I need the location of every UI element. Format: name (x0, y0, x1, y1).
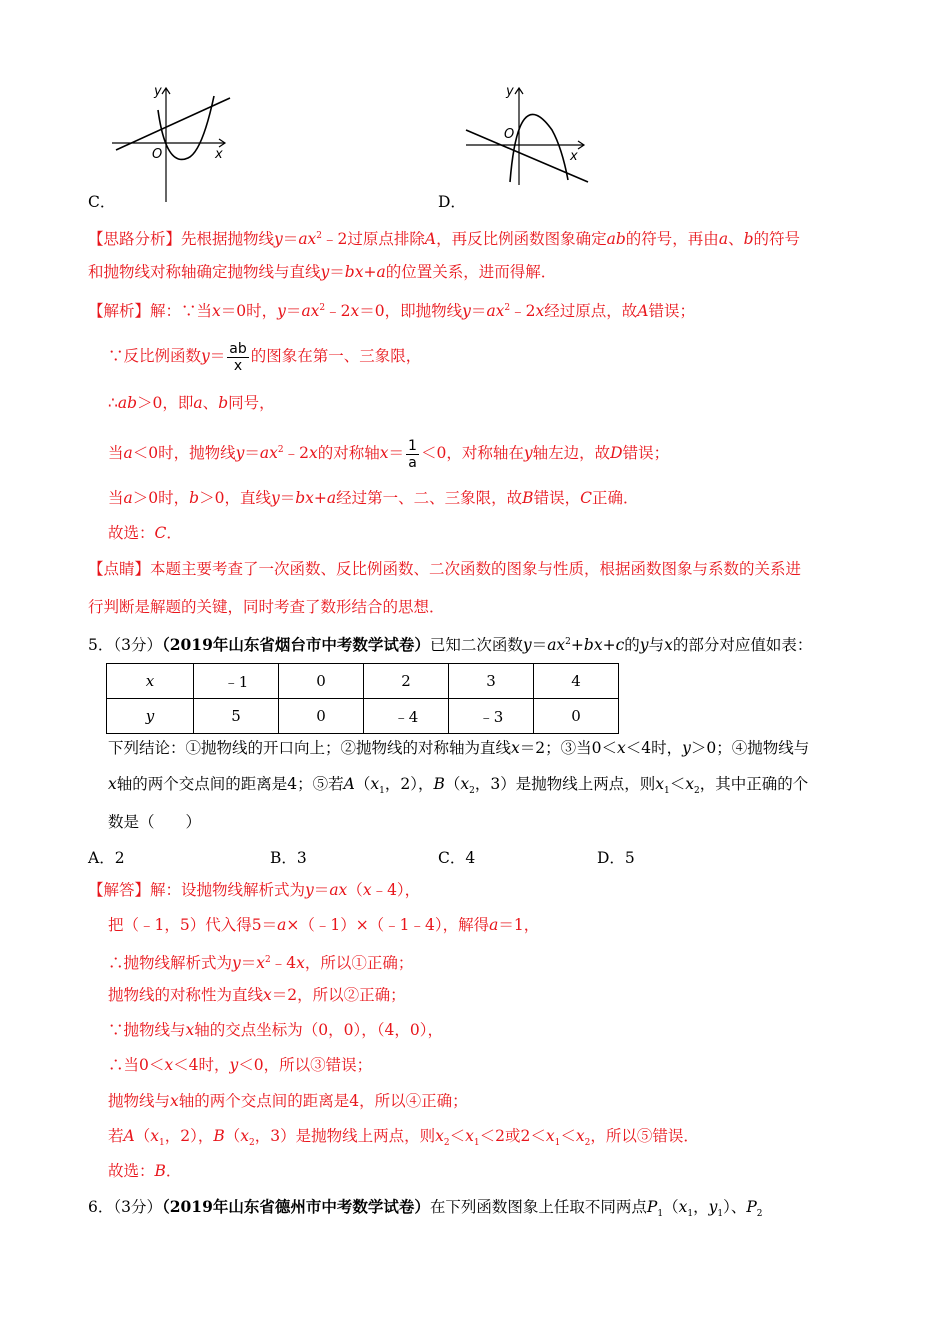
text: ＝ (329, 263, 345, 281)
text: x (575, 1127, 585, 1145)
choice-d[interactable]: D．5 (597, 849, 635, 867)
analysis-line-2 (88, 262, 556, 282)
text: 先根据抛物线 (181, 230, 275, 249)
analysis-tag: 【思路分析】 (88, 230, 182, 249)
text: 故选： (108, 524, 155, 542)
text: A (424, 230, 437, 249)
text: x (362, 881, 372, 899)
graph-option-c (108, 80, 238, 205)
answer-line-3 (108, 950, 413, 973)
text: 下列结论：①抛物线的开口向上；②抛物线的对称轴为直线 (108, 739, 512, 757)
text: ax (329, 881, 348, 899)
text: ＝0时， (220, 302, 278, 321)
answer-final (108, 1161, 181, 1181)
text: x (256, 954, 266, 973)
table-cell: 0 (279, 664, 364, 699)
text: ∵抛物线与 (108, 1021, 186, 1039)
y-axis-label: y (506, 84, 514, 99)
comment-tag: 【点睛】 (88, 560, 151, 578)
origin-label: O (504, 127, 515, 142)
text: ． (165, 1162, 182, 1180)
text: a (193, 394, 203, 412)
text: ＝ (240, 954, 257, 973)
text: ＞0；④抛物线与 (690, 739, 810, 757)
text: ＝2，所以②正确； (271, 986, 406, 1004)
text: 1 (473, 1138, 480, 1149)
option-c-label: C． (88, 193, 116, 211)
text: ，2）， (164, 1127, 214, 1145)
text: ＜2或2＜ (479, 1127, 546, 1145)
text: ab (117, 394, 138, 412)
text: 1 (158, 1138, 165, 1149)
text: 若 (108, 1127, 124, 1145)
text: 抛物线与 (108, 1092, 171, 1110)
text: 错误； (622, 444, 670, 463)
numerator: ab (229, 340, 247, 357)
question-source: （2019年山东省德州市中考数学试卷） (161, 1197, 430, 1216)
text: a (489, 916, 499, 934)
text: B (433, 775, 445, 793)
text: ﹣2 (510, 302, 536, 321)
choice-a[interactable]: A．2 (88, 849, 125, 867)
text: x (263, 986, 272, 1004)
table-cell: 5 (194, 699, 279, 734)
text: 2 (584, 1138, 591, 1149)
text: ax (547, 636, 566, 655)
text: （ (134, 1127, 151, 1145)
answer-line-5 (108, 1020, 443, 1040)
table-cell: ﹣1 (194, 664, 279, 699)
text: ＞0，即 (137, 394, 194, 412)
conclusions-line-3: 数是（ ） (108, 813, 202, 831)
text: ax (298, 230, 317, 249)
text: ＝ (531, 636, 548, 655)
x-axis-label: x (215, 147, 223, 162)
text: + (602, 636, 616, 655)
text: 的符号 (753, 230, 801, 249)
text: 1 (554, 1138, 561, 1149)
text: a (123, 489, 133, 507)
text: x (164, 1056, 174, 1074)
text: 的对称轴 (317, 444, 380, 463)
text: ＝ (279, 489, 296, 507)
text: B (154, 1162, 166, 1180)
answer-line-1 (88, 880, 420, 900)
text: 2 (249, 1138, 255, 1149)
text: 1 (687, 1209, 694, 1220)
text: ＝2；③当0＜ (519, 739, 617, 757)
text: 错误； (648, 302, 696, 321)
text: 和抛物线对称轴确定抛物线与直线 (88, 263, 321, 281)
row-label: y (145, 707, 155, 725)
text: ＜ (560, 1127, 576, 1145)
solution-line-2 (108, 338, 421, 374)
text: 轴左边，故 (532, 444, 611, 463)
text: x (678, 1198, 688, 1216)
text: ＜4时， (625, 739, 683, 757)
text: y (639, 636, 649, 655)
text: （ (354, 775, 371, 793)
text: ． (166, 524, 182, 542)
text: 解：设抛物线解析式为 (150, 881, 306, 899)
text: B (213, 1127, 225, 1145)
table-cell: 3 (449, 664, 534, 699)
text: 在下列函数图象上任取不同两点 (429, 1198, 647, 1216)
text: ×（﹣1）×（﹣1﹣4），解得 (286, 916, 490, 934)
text: bx (583, 636, 603, 655)
text: 1 (717, 1209, 724, 1220)
text: 同号， (228, 394, 275, 412)
y-axis-label: y (154, 84, 162, 99)
text: D (610, 444, 623, 463)
table-cell: 0 (279, 699, 364, 734)
text: 2 (693, 786, 700, 797)
text: （ (224, 1127, 241, 1145)
text: ＝ (388, 444, 405, 463)
text: ＞0，直线 (199, 489, 271, 507)
text: 的符号，再由 (625, 230, 719, 249)
text: ∴当0＜ (108, 1056, 165, 1074)
text: y (305, 881, 314, 899)
text: 的图象在第一、三象限， (250, 347, 422, 365)
text: ＝ (209, 347, 226, 365)
text: ＝ (285, 302, 302, 321)
text: x (379, 444, 389, 463)
text: 已知二次函数 (429, 636, 523, 655)
text: b (743, 230, 754, 249)
text: ，3）是抛物线上两点，则 (254, 1127, 436, 1145)
denominator: x (233, 357, 243, 374)
text: b (189, 489, 200, 507)
answer-line-4 (108, 985, 406, 1005)
text: ＜0时，抛物线 (132, 444, 236, 463)
text: x (655, 775, 664, 793)
text: x (309, 444, 318, 463)
text: a (326, 489, 337, 507)
text: a (123, 444, 133, 463)
text: ＝ (282, 230, 299, 249)
table-cell: 2 (364, 664, 449, 699)
text: y (229, 1056, 239, 1074)
denominator: a (408, 454, 417, 471)
text: x (170, 1092, 179, 1110)
text: ∴抛物线解析式为 (108, 954, 233, 973)
text: x (296, 954, 305, 973)
text: ＝ (244, 444, 260, 463)
text: 抛物线的对称性为直线 (108, 986, 264, 1004)
text: x (617, 739, 626, 757)
text: x (185, 1021, 195, 1039)
text: y (270, 489, 280, 507)
text: ab (606, 230, 626, 249)
text: 2 (756, 1209, 763, 1220)
text: 1 (657, 1209, 664, 1220)
graph-option-d (462, 80, 592, 190)
text: （ (347, 881, 363, 899)
numerator: 1 (408, 437, 417, 454)
text: ＝ (313, 881, 330, 899)
text: 当 (108, 444, 124, 463)
table-row (107, 699, 619, 734)
text: 2 (504, 303, 511, 313)
text: x (240, 1127, 249, 1145)
text: ＜4时， (173, 1056, 230, 1074)
option-d-label: D． (438, 193, 466, 211)
text: 解：∵当 (150, 302, 213, 321)
row-label: x (145, 672, 155, 690)
question-source: （2019年山东省烟台市中考数学试卷） (161, 635, 430, 655)
text: 轴的两个交点间的距离是4，所以④正确； (178, 1092, 468, 1110)
solution-line-4 (108, 432, 669, 471)
text: ，再反比例函数图象确定 (436, 230, 607, 249)
text: ＜ (669, 775, 686, 793)
text: 故选： (108, 1162, 155, 1180)
text: ax (259, 444, 278, 463)
text: ＞0时， (132, 489, 190, 507)
straight-line (116, 98, 230, 150)
text: 2 (565, 637, 571, 647)
text: B (522, 489, 534, 507)
text: bx (344, 263, 364, 281)
text: 2 (265, 955, 271, 965)
fraction-1-over-a (406, 438, 419, 471)
text: 的 (624, 636, 640, 655)
answer-line-2 (108, 915, 539, 935)
text: 2 (443, 1138, 450, 1149)
text: 、 (202, 394, 219, 412)
text: A (343, 775, 355, 793)
text: C (580, 489, 592, 507)
question-5-stem (88, 632, 812, 655)
text: （ (444, 775, 461, 793)
text: ﹣4）， (371, 881, 421, 899)
text: y (682, 739, 691, 757)
text: x (150, 1127, 159, 1145)
text: P (646, 1198, 658, 1216)
text: y (232, 954, 241, 973)
text: 轴的交点坐标为（0，0），（4，0）， (194, 1021, 443, 1039)
text: y (277, 302, 286, 321)
text: a (718, 230, 729, 249)
text: 2 (277, 445, 284, 455)
solution-line-3 (108, 393, 275, 413)
text: 经过第一、二、三象限，故 (336, 489, 523, 507)
text: y (523, 444, 533, 463)
comment-line-2: 行判断是解题的关键，同时考查了数形结合的思想． (88, 598, 445, 616)
table-cell: ﹣3 (449, 699, 534, 734)
text: ﹣2 (283, 444, 310, 463)
text: + (363, 263, 377, 281)
text: ﹣2 (325, 302, 351, 321)
text: 的位置关系，进而得解． (385, 263, 557, 281)
question-number: 5．（3分） (88, 636, 162, 655)
comment-line-1 (88, 559, 801, 579)
text: ，所以⑤错误． (590, 1127, 699, 1145)
solution-tag: 【解析】 (88, 302, 151, 321)
text: 轴的两个交点间的距离是4；⑤若 (116, 775, 344, 793)
text: 的部分对应值如表： (672, 636, 813, 655)
text: a (277, 916, 287, 934)
analysis-line-1 (88, 226, 800, 249)
text: ＝1， (498, 916, 540, 934)
choice-c[interactable]: C．4 (438, 849, 476, 867)
text: ）、 (723, 1198, 747, 1216)
text: ﹣2过原点排除 (322, 230, 425, 249)
text: y (274, 230, 283, 249)
text: A (123, 1127, 135, 1145)
text: x (460, 775, 470, 793)
text: 、 (728, 230, 744, 249)
text: y (522, 636, 532, 655)
text: 经过原点，故 (544, 302, 638, 321)
text: 2 (316, 231, 323, 241)
conclusions-line-1 (108, 738, 809, 758)
text: （ (663, 1198, 679, 1216)
text: y (708, 1198, 718, 1216)
question-number: 6．（3分） (88, 1198, 162, 1216)
table-row (107, 664, 619, 699)
text: ，2）， (384, 775, 434, 793)
text: x (685, 775, 694, 793)
text: 1 (379, 786, 385, 797)
text: ＜0，对称轴在 (420, 444, 524, 463)
text: ∴ (108, 394, 118, 412)
conclusions-line-2 (108, 774, 808, 801)
table-cell (107, 699, 194, 734)
text: + (570, 636, 584, 655)
text: b (218, 394, 229, 412)
text: x (465, 1127, 474, 1145)
text: P (746, 1198, 757, 1216)
text: ，所以①正确； (304, 954, 414, 973)
answer-line-7 (108, 1091, 468, 1111)
text: 正确． (591, 489, 639, 507)
text: 1 (663, 786, 670, 797)
text: y (235, 444, 245, 463)
text: 2 (469, 786, 475, 797)
table-cell: 4 (534, 664, 619, 699)
text: ＜ (449, 1127, 466, 1145)
text: x (350, 302, 360, 321)
table-cell (107, 664, 194, 699)
text: ax (301, 302, 320, 321)
text: 错误， (533, 489, 581, 507)
answer-line-6 (108, 1055, 372, 1075)
text: y (462, 302, 471, 321)
text: y (320, 263, 330, 281)
text: ＝ (470, 302, 487, 321)
text: ，3）是抛物线上两点，则 (474, 775, 656, 793)
text: x (435, 1127, 444, 1145)
fraction-ab-over-x (227, 341, 248, 374)
text: C (154, 524, 167, 542)
text: y (201, 347, 210, 365)
text: ，其中正确的个 (699, 775, 809, 793)
choice-b[interactable]: B．3 (270, 849, 307, 867)
solution-answer (108, 523, 182, 543)
solution-line-5 (108, 488, 638, 508)
solution-line-1 (88, 298, 695, 321)
text: ax (486, 302, 505, 321)
text: 当 (108, 489, 124, 507)
text: ， (693, 1198, 709, 1216)
value-table (106, 663, 619, 734)
text: x (212, 302, 221, 321)
text: 本题主要考查了一次函数、反比例函数、二次函数的图象与性质，根据函数图象与系数的关系进 (150, 560, 802, 578)
table-cell: 0 (534, 699, 619, 734)
text: x (511, 739, 520, 757)
text: ﹣4 (270, 954, 297, 973)
text: ＝0，即抛物线 (359, 302, 463, 321)
x-axis-label: x (570, 149, 578, 164)
table-cell: ﹣4 (364, 699, 449, 734)
answer-line-8 (108, 1126, 699, 1153)
answer-tag: 【解答】 (88, 881, 151, 899)
origin-label: O (152, 147, 163, 162)
text: 与 (648, 636, 665, 655)
text: x (545, 1127, 555, 1145)
text: 把（﹣1，5）代入得5＝ (108, 916, 278, 934)
text: x (108, 775, 117, 793)
text: c (615, 636, 625, 655)
text: + (313, 489, 327, 507)
text: x (370, 775, 380, 793)
text: bx (295, 489, 314, 507)
text: ∵反比例函数 (108, 347, 202, 365)
text: a (376, 263, 386, 281)
text: ＜0，所以③错误； (238, 1056, 373, 1074)
text: x (664, 636, 673, 655)
text: 2 (319, 303, 326, 313)
text: A (637, 302, 649, 321)
question-6-stem (88, 1197, 763, 1224)
text: x (535, 302, 545, 321)
